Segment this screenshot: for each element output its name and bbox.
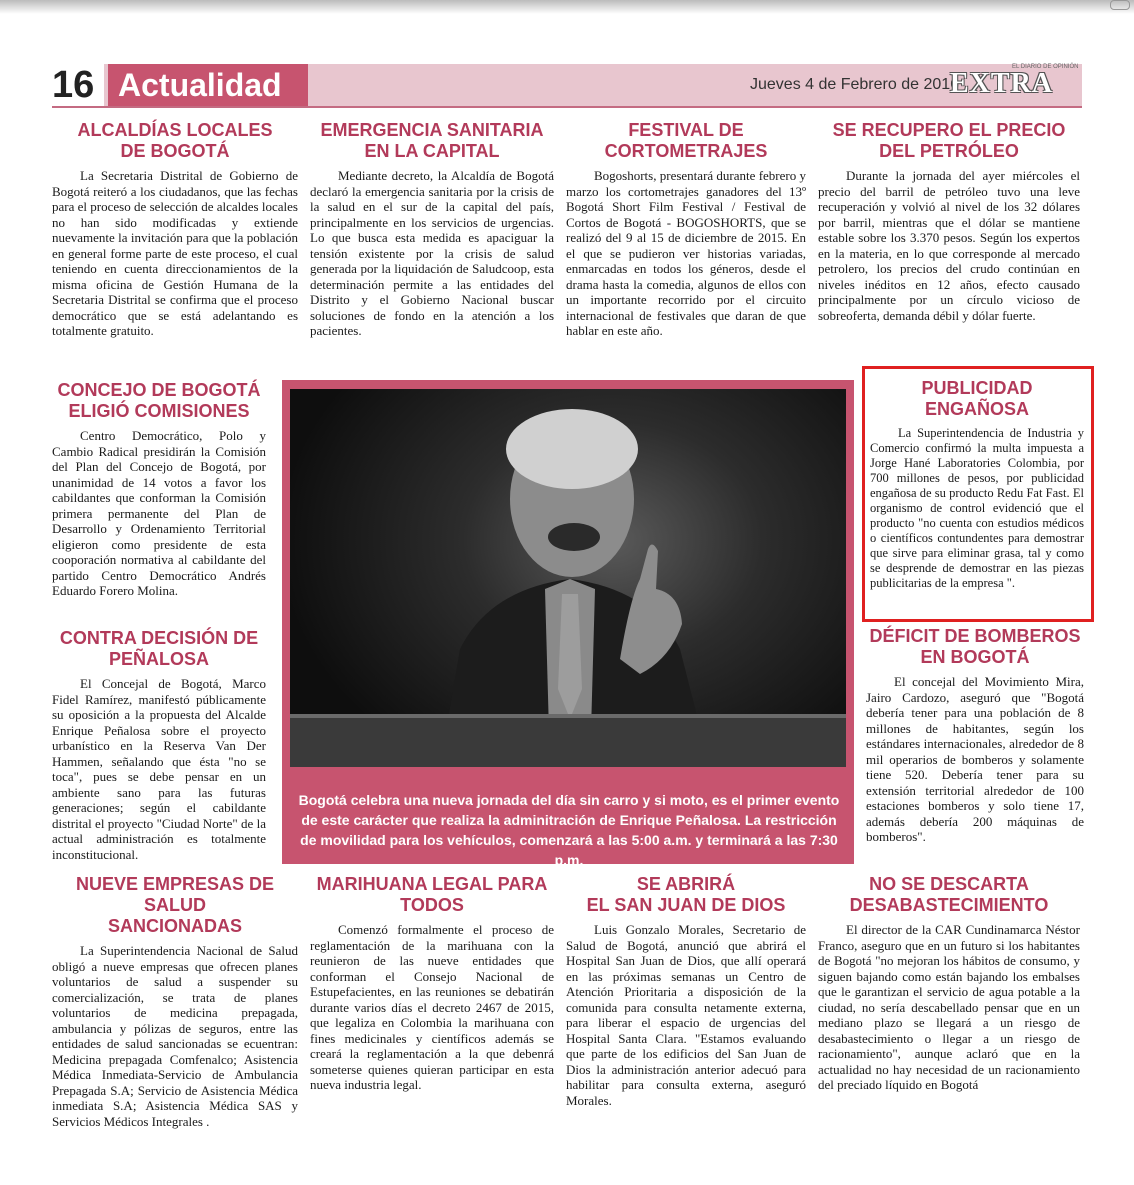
article-title: ALCALDÍAS LOCALES DE BOGOTÁ — [77, 120, 273, 161]
photo-image — [290, 389, 846, 767]
brand-tagline: EL DIARIO DE OPINIÓN — [1012, 64, 1079, 70]
article-petroleo — [818, 120, 1080, 323]
section-title: Actualidad — [108, 64, 308, 106]
publication-date: Jueves 4 de Febrero de 2016 — [750, 76, 960, 93]
article-body: El concejal del Movimiento Mira, Jairo Cardozo, aseguró que "Bogotá debería tener para una población de 8 millones de habitantes, según los estándares internacionales, alrededor de 8 mil operarios de bomberos y solamente tiene 520. Debería tener para su extensión territorial alrededor de 100 estaciones bomberos y solo tiene 17, además debería 200 máquinas de bomberos". — [866, 674, 1084, 844]
article-contra — [52, 628, 266, 862]
article-title: NO SE DESCARTA DESABASTECIMIENTO — [849, 874, 1049, 915]
article-sanjuan — [566, 874, 806, 1108]
article-title: MARIHUANA LEGAL PARA TODOS — [316, 874, 548, 915]
article-body: Comenzó formalmente el proceso de reglamentación de la marihuana con la reunieron de las nueve entidades que conforman el Consejo Nacional de Estupefacientes, en las reuniones se debatirán durante varios días el decreto 2467 de 2015, que legaliza en Colombia la marihuana con fines medicinales y científicos además se creará la reglamentación a la que debenrá someterse quienes quieran participar en esta nueva industria legal. — [310, 922, 554, 1092]
article-bomberos — [866, 626, 1084, 845]
page-header — [52, 64, 1082, 108]
article-nueve — [52, 874, 298, 1129]
article-body: Centro Democrático, Polo y Cambio Radical presidirán la Comisión del Plan del Concejo de Bogotá, por unanimidad de 14 votos a favor los cabildantes que conforman la Comisión primera permanente del Plan de Desarrollo y Ordenamiento Territorial eligieron como presidente de esta cooporación normativa al cabildante del partido Centro Democrático Andrés Eduardo Forero Molina. — [52, 428, 266, 598]
article-title: DÉFICIT DE BOMBEROS EN BOGOTÁ — [869, 626, 1081, 667]
highlight-box — [862, 366, 1094, 622]
article-marihuana — [310, 874, 554, 1093]
article-title: CONCEJO DE BOGOTÁ ELIGIÓ COMISIONES — [57, 380, 261, 421]
article-title: NUEVE EMPRESAS DE SALUD SANCIONADAS — [75, 874, 275, 936]
article-body: La Superintendencia Nacional de Salud obligó a nueve empresas que ofrecen planes voluntarios de salud a suspender su comercialización, se trata de planes voluntarios de medicina prepagada, ambulancia y pólizas de seguros, entre las entidades de salud sancionadas se ecuentran: Medicina prepagada Comfenalco; Asistencia Médica Inmediata-Servicio de Ambulancia Prepagada S.A; Servicio de Asistencia Médica inmediata S.A; Asistencia Médica SAS y Servicios Médicos Integrales . — [52, 943, 298, 1129]
article-title: SE RECUPERO EL PRECIO DEL PETRÓLEO — [832, 120, 1066, 161]
article-body: Mediante decreto, la Alcaldía de Bogotá declaró la emergencia sanitaria por la crisis de la salud en el sur de la capital del país, principalmente en los servicios de urgencias. Lo que busca esta medida es apaciguar la tensión existente por la crisis de salud generada por la liquidación de Saludcoop, esta determinación permite a las entidades del Distrito y el Gobierno Nacional buscar soluciones de fondo en la atención a los pacientes. — [310, 168, 554, 338]
article-emergencia — [310, 120, 554, 339]
article-body: Durante la jornada del ayer miércoles el precio del barril de petróleo tuvo una leve recuperación y volvió al nivel de los 32 dólares por barril, mientras que el dólar se mantiene estable sobre los 3.370 pesos. Según los expertos en la materia, en lo que corresponde al mercado petrolero, los precios del crudo continúan en niveles inéditos en 12 años, efecto causado principalmente por un círculo vicioso de sobreoferta, demanda débil y dólar fuerte. — [818, 168, 1080, 323]
article-body: Bogoshorts, presentará durante febrero y marzo los cortometrajes ganadores del 13º Bogotá Short Film Festival / Festival de Cortos de Bogotá - BOGOSHORTS, que se realizó del 9 al 15 de diciembre de 2015. En el que se pudieron ver historias variadas, enmarcadas en todos los géneros, desde el drama hasta la comedia, algunos de ellos con un importante recorrido por el circuito internacional de festivales que daran de que hablar en este año. — [566, 168, 806, 338]
speaker-photo — [290, 389, 846, 767]
article-title: SE ABRIRÁ EL SAN JUAN DE DIOS — [586, 874, 786, 915]
article-body: La Secretaria Distrital de Gobierno de Bogotá reiteró a los ciudadanos, que las fechas para el proceso de selección de alcaldes locales no han sido modificadas y extiende nuevamente la invitación para que la población en general forme parte de este proceso, el cual teniendo en cuenta direccionamientos de la misma oficina de Gestión Humana de la Secretaria Distrital se confirma que el proceso democrático que se está adelantando es totalmente gratuito. — [52, 168, 298, 338]
article-body: La Superintendencia de Industria y Comercio confirmó la multa impuesta a Jorge Hané Laboratories Colombia, por 700 millones de pesos, por publicidad engañosa de su producto Redu Fat Fast. El organismo de control evidenció que el producto "no cuenta con estudios médicos o científicos contundentes para demostrar que sirve para eliminar grasa, tal y como se desprende de demostrar en las piezas publicitarias de la empresa ". — [870, 426, 1084, 590]
article-body: El Concejal de Bogotá, Marco Fidel Ramírez, manifestó públicamente su oposición a la propuesta del Alcalde Enrique Peñalosa sobre el proyecto urbanístico en la Reserva Van Der Hammen, señalando que ésta "no se toca", pues se debe pensar en un ambiente sano para las futuras generaciones; según el cabildante distrital el proyecto "Ciudad Norte" de la actual administración es totalmente inconstitucional. — [52, 676, 266, 862]
article-title: FESTIVAL DE CORTOMETRAJES — [604, 120, 768, 161]
article-concejo — [52, 380, 266, 599]
article-title: CONTRA DECISIÓN DE PEÑALOSA — [59, 628, 259, 669]
article-alcaldias — [52, 120, 298, 339]
brand-logo: EXTRA — [950, 68, 1054, 99]
registration-mark — [1110, 0, 1130, 10]
article-body: El director de la CAR Cundinamarca Néstor Franco, aseguro que en un futuro si los habitantes de Bogotá "no mejoran los hábitos de consumo, y siguen bajando como están bajando los embalses que le garantizan el servicio de agua potable a la ciudad, no sería descabellado pensar que en un mediano plazo se llegará a un riesgo de desabastecimiento o llegar a un riesgo de racionamiento", aunque aclaró que en la actualidad no hay necesidad de un racionamiento del preciado líquido en Bogotá — [818, 922, 1080, 1092]
photo-caption: Bogotá celebra una nueva jornada del día sin carro y si moto, es el primer evento de este carácter que realiza la adminitración de Enrique Peñalosa. La restricción de movilidad para los vehículos, comenzará a las 5:00 a.m. y terminará a las 7:30 p.m. — [298, 792, 840, 868]
article-body: Luis Gonzalo Morales, Secretario de Salud de Bogotá, anunció que abrirá el Hospital San Juan de Dios, que allí operará en las próximas semanas un Centro de Atención Prioritaria a disposición de la comunida para consulta netamente externa, para liberar el espacio de urgencias del Hospital Santa Clara. "Estamos evaluando que parte de los edificios del San Juan de Dios la administración anterior adecuó para habilitar para consulta externa, aseguró Morales. — [566, 922, 806, 1108]
article-festival — [566, 120, 806, 339]
article-title: PUBLICIDAD ENGAÑOSA — [921, 378, 1033, 419]
photo-block — [282, 380, 854, 868]
page-number: 16 — [52, 64, 104, 106]
article-desabastecimiento — [818, 874, 1080, 1093]
scan-top-edge — [0, 0, 1134, 14]
article-title: EMERGENCIA SANITARIA EN LA CAPITAL — [320, 120, 544, 161]
